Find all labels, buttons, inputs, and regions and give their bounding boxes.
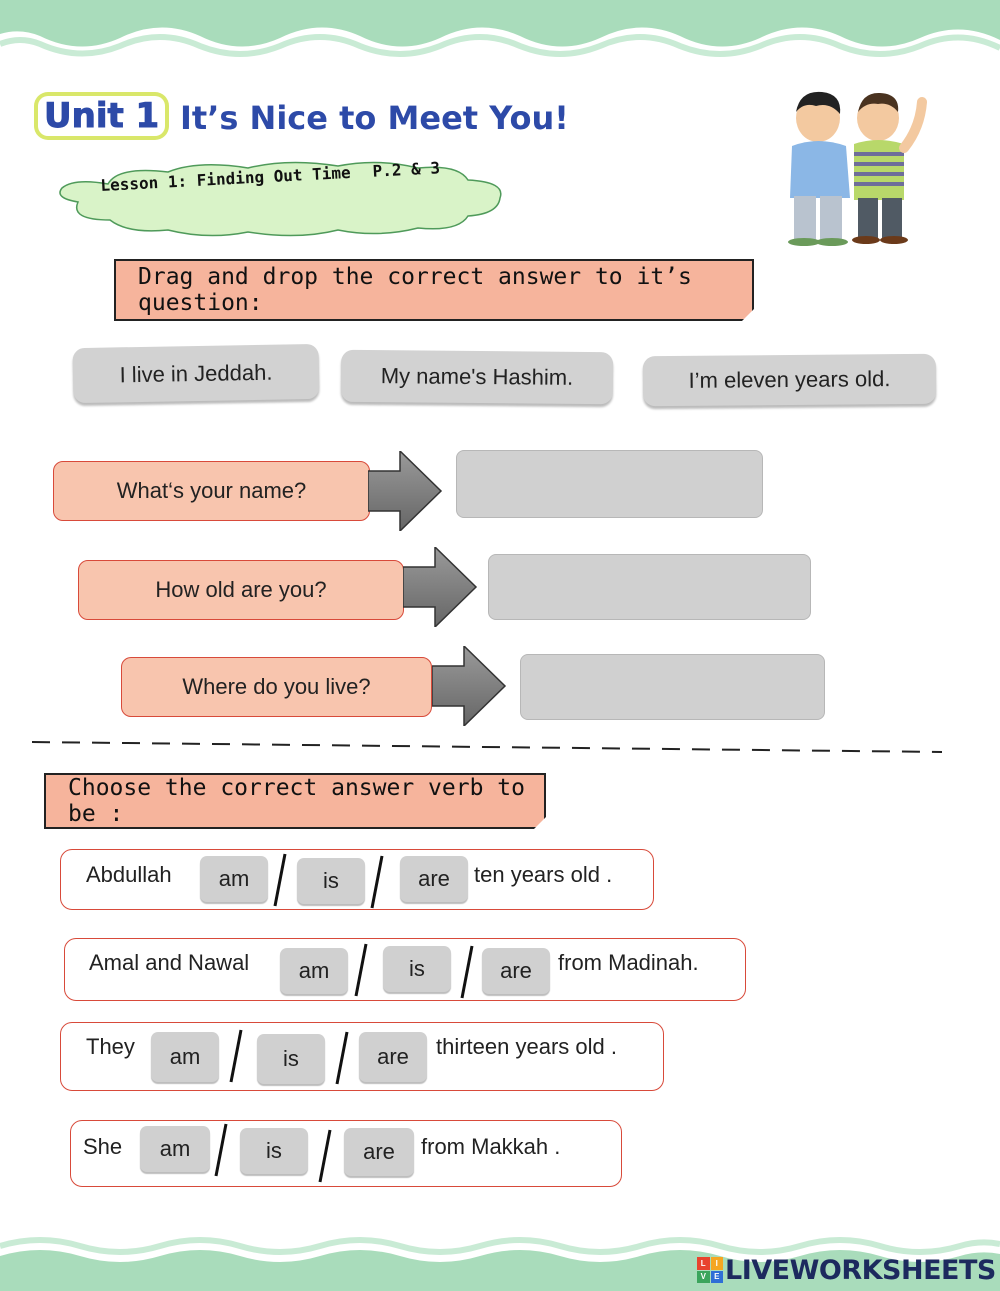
drop-zone-live[interactable] <box>520 654 825 720</box>
logo-letter: L <box>697 1257 710 1270</box>
lesson-pages: P.2 & 3 <box>372 158 441 181</box>
answer-chip-age[interactable]: I’m eleven years old. <box>643 354 936 407</box>
sentence-rest: from Makkah . <box>421 1134 561 1159</box>
slash-separator <box>214 1122 228 1178</box>
liveworksheets-logo <box>697 1256 996 1284</box>
kids-illustration <box>770 88 940 246</box>
sentence-rest: from Madinah. <box>558 950 699 975</box>
slash-separator <box>318 1128 332 1184</box>
logo-letter: E <box>711 1271 724 1284</box>
option-are[interactable]: are <box>344 1128 414 1176</box>
drop-zone-name[interactable] <box>456 450 763 518</box>
choose-instruction-text: Choose the correct answer verb to be : <box>68 775 525 827</box>
slash-separator <box>460 944 474 1000</box>
option-am[interactable]: am <box>200 856 268 902</box>
page-title: It’s Nice to Meet You! <box>180 99 569 137</box>
slash-separator <box>273 852 287 908</box>
logo-letter: V <box>697 1271 710 1284</box>
arrow-right-icon <box>432 646 507 726</box>
drag-instruction-banner <box>114 259 754 321</box>
slash-separator <box>229 1028 243 1084</box>
slash-separator <box>370 854 384 910</box>
option-are[interactable]: are <box>482 948 550 994</box>
sentence-subject: Abdullah <box>86 862 172 887</box>
top-wave-border <box>0 0 1000 62</box>
answer-chip-jeddah[interactable]: I live in Jeddah. <box>73 344 320 403</box>
slash-separator <box>335 1030 349 1086</box>
drag-instruction-text: Drag and drop the correct answer to it’s question: <box>138 264 692 316</box>
arrow-right-icon <box>368 451 443 531</box>
logo-letter: I <box>711 1257 724 1270</box>
option-are[interactable]: are <box>359 1032 427 1082</box>
lesson-title: Lesson 1: Finding Out Time <box>100 162 352 195</box>
sentence-rest: ten years old . <box>474 862 613 887</box>
option-am[interactable]: am <box>140 1126 210 1172</box>
question-name: What‘s your name? <box>53 461 370 521</box>
option-am[interactable]: am <box>151 1032 219 1082</box>
logo-mark-icon <box>697 1257 723 1283</box>
logo-text: LIVEWORKSHEETS <box>725 1254 996 1286</box>
sentence-subject: They <box>86 1034 135 1059</box>
choose-instruction-banner <box>44 773 546 829</box>
question-age: How old are you? <box>78 560 404 620</box>
slash-separator <box>354 942 368 998</box>
sentence-subject: Amal and Nawal <box>89 950 250 975</box>
option-is[interactable]: is <box>257 1034 325 1084</box>
option-is[interactable]: is <box>240 1128 308 1174</box>
option-is[interactable]: is <box>383 946 451 992</box>
sentence-rest: thirteen years old . <box>436 1034 617 1059</box>
drop-zone-age[interactable] <box>488 554 811 620</box>
unit-badge: Unit 1 <box>38 96 165 136</box>
dashed-divider <box>32 740 942 756</box>
option-am[interactable]: am <box>280 948 348 994</box>
arrow-right-icon <box>403 547 478 627</box>
question-live: Where do you live? <box>121 657 432 717</box>
answer-chip-name[interactable]: My name's Hashim. <box>341 350 613 404</box>
sentence-subject: She <box>83 1134 123 1159</box>
option-are[interactable]: are <box>400 856 468 902</box>
option-is[interactable]: is <box>297 858 365 904</box>
